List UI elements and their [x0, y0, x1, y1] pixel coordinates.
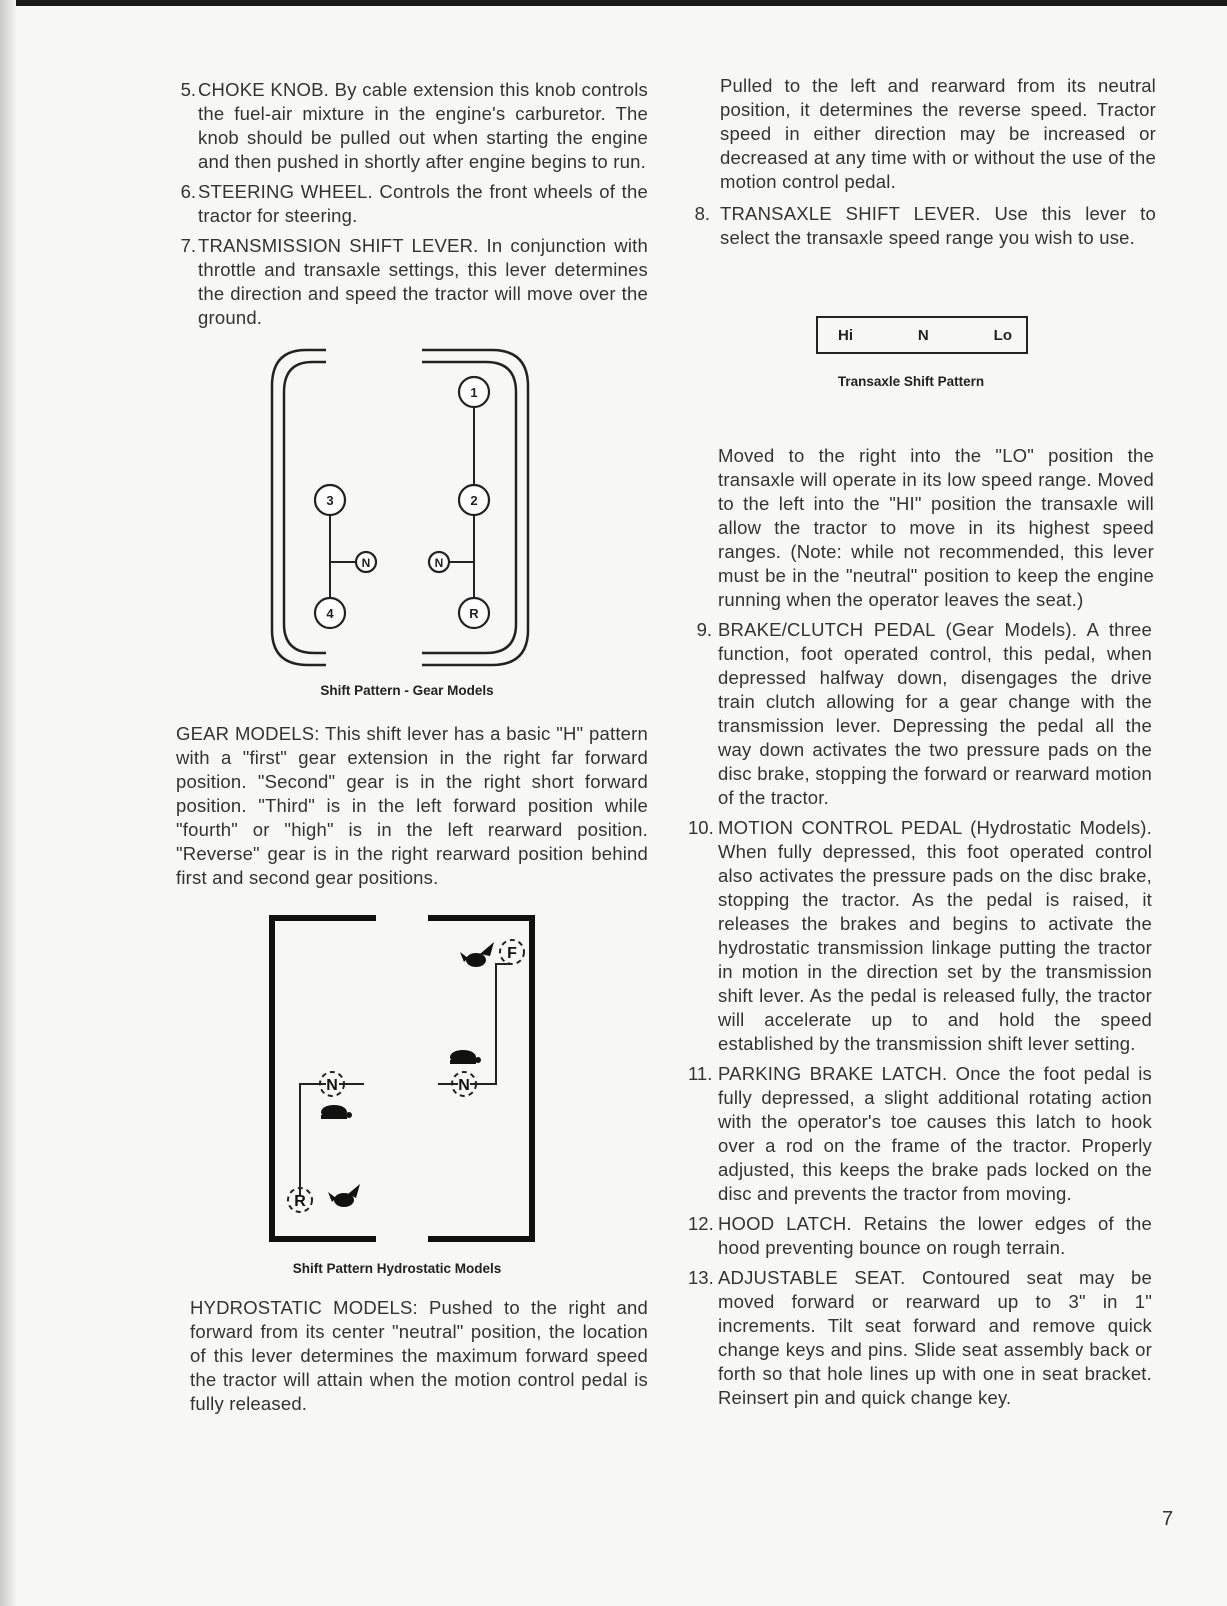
item-text: ADJUSTABLE SEAT. Contoured seat may be moved forward or rearward up to 3" in 1" increments. Tilt seat forward and remove quick change keys and pins. Slide seat assembly back or forth so that hole lines up with one in seat bracket. Reinsert pin and quick change key. — [718, 1267, 1152, 1408]
item-text: HOOD LATCH. Retains the lower edges of the hood preventing bounce on rough terrain. — [718, 1213, 1152, 1258]
gear-models-paragraph: GEAR MODELS: This shift lever has a basic "H" pattern with a "first" gear extension in the right far forward position. "Second" gear is in the right short forward position. "Third" is in the left forward position while "fourth" or "high" is in the left rearward position. "Reverse" gear is in the right rearward position behind first and second gear positions. — [176, 723, 648, 888]
transaxle-neutral-label: N — [917, 326, 929, 344]
item-text: TRANSMISSION SHIFT LEVER. In conjunction with throttle and transaxle settings, this lever determines the direction and speed the tractor will move over the ground. — [198, 235, 648, 328]
list-item-transaxle-shift-lever — [688, 202, 1156, 250]
transaxle-lo-label: Lo — [993, 326, 1012, 344]
gear-label-reverse: R — [469, 606, 479, 621]
transaxle-diagram-caption: Transaxle Shift Pattern — [837, 374, 985, 389]
list-item-parking-brake-latch — [688, 1062, 1152, 1206]
item-text: CHOKE KNOB. By cable extension this knob controls the fuel-air mixture in the engine's carburetor. The knob should be pulled out when starting the engine and then pushed in shortly after engine begins to run. — [198, 79, 648, 172]
list-item-motion-control-pedal — [688, 816, 1152, 1056]
list-item-transmission-shift-lever — [176, 234, 648, 330]
item-number: 12. — [688, 1213, 714, 1234]
item-number: 9. — [696, 619, 712, 640]
item-number: 6. — [180, 181, 196, 202]
rabbit-icon — [328, 1184, 360, 1207]
item-text: PARKING BRAKE LATCH. Once the foot pedal is fully depressed, a slight additional rotating action with the operator's toe causes this latch to hook over a rod on the frame of the tractor. Properly adjusted, this keeps the brake pads locked on the disc and prevents the tractor from moving. — [718, 1063, 1152, 1204]
transaxle-shift-box — [816, 316, 1028, 354]
item-text: BRAKE/CLUTCH PEDAL (Gear Models). A three function, foot operated control, this pedal, when depressed halfway down, disengages the drive train clutch allowing for a gear change with the transmission lever. Depressing the pedal all the way down activates the two pressure pads on the disc brake, stopping the forward or rearward motion of the tractor. — [718, 619, 1152, 808]
item-number: 10. — [688, 817, 714, 838]
item-text: TRANSAXLE SHIFT LEVER. Use this lever to select the transaxle speed range you wish to use. — [720, 203, 1156, 248]
transaxle-explanation-paragraph: Moved to the right into the "LO" position the transaxle will operate in its low speed range. Moved to the left into the "HI" position the transaxle will allow the tractor to move in its highest speed ranges. (Note: while not recommended, this lever must be in the "neutral" position to keep the engine running when the operator leaves the seat.) — [718, 445, 1154, 610]
item-number: 7. — [180, 235, 196, 256]
rabbit-icon — [460, 942, 494, 967]
gear-shift-pattern-diagram — [176, 340, 648, 680]
gear-label-second: 2 — [470, 493, 478, 508]
hydro-label-reverse: R — [294, 1193, 306, 1210]
hydrostatic-shift-figure — [176, 912, 648, 1276]
hydro-label-neutral-right: N — [458, 1077, 470, 1094]
list-item-hood-latch — [688, 1212, 1152, 1260]
gear-label-first: 1 — [470, 385, 478, 400]
item-text: MOTION CONTROL PEDAL (Hydrostatic Models). When fully depressed, this foot operated control also activates the pressure pads on the disc brake, stopping the tractor. As the pedal is raised, it releases the brakes and begins to activate the hydrostatic transmission linkage putting the tractor in motion in the direction set by the transmission shift lever. As the pedal is released fully, the tractor will accelerate up to and hold the speed established by the transmission shift lever setting. — [718, 817, 1152, 1054]
transaxle-shift-figure — [688, 256, 1186, 426]
left-column — [176, 78, 648, 1416]
item-number: 8. — [694, 203, 710, 224]
right-column — [688, 74, 1186, 1416]
gear-label-neutral-right: N — [434, 556, 444, 570]
item-number: 5. — [180, 79, 196, 100]
hydrostatic-continued-paragraph: Pulled to the left and rearward from its neutral position, it determines the reverse speed. Tractor speed in either direction may be increased or decreased at any time with or without the use of the motion control pedal. — [720, 75, 1156, 192]
gear-shift-figure — [176, 340, 648, 698]
gear-diagram-caption: Shift Pattern - Gear Models — [320, 683, 494, 698]
item-number: 11. — [688, 1063, 713, 1084]
scan-binding-shadow — [0, 0, 16, 1606]
hydrostatic-shift-pattern-diagram — [176, 912, 648, 1248]
transaxle-hi-label: Hi — [838, 326, 853, 344]
list-item-choke-knob — [176, 78, 648, 174]
scan-top-edge — [0, 0, 1227, 6]
item-number: 13. — [688, 1267, 714, 1288]
hydro-label-forward: F — [507, 945, 517, 962]
gear-label-neutral-left: N — [361, 556, 371, 570]
turtle-icon — [450, 1050, 481, 1064]
right-numbered-list — [688, 618, 1152, 1410]
hydrostatic-models-paragraph: HYDROSTATIC MODELS: Pushed to the right and forward from its center "neutral" position, the location of this lever determines the maximum forward speed the tractor will attain when the motion control pedal is fully released. — [190, 1297, 648, 1414]
list-item-steering-wheel — [176, 180, 648, 228]
gear-label-third: 3 — [326, 493, 334, 508]
list-item-brake-clutch-pedal — [688, 618, 1152, 810]
hydrostatic-diagram-caption: Shift Pattern Hydrostatic Models — [292, 1261, 502, 1276]
turtle-icon — [321, 1105, 352, 1119]
hydro-label-neutral-left: N — [326, 1077, 338, 1094]
item-text: STEERING WHEEL. Controls the front wheels of the tractor for steering. — [198, 181, 648, 226]
gear-label-fourth: 4 — [326, 606, 334, 621]
list-item-adjustable-seat — [688, 1266, 1152, 1410]
page-number: 7 — [1162, 1508, 1174, 1530]
